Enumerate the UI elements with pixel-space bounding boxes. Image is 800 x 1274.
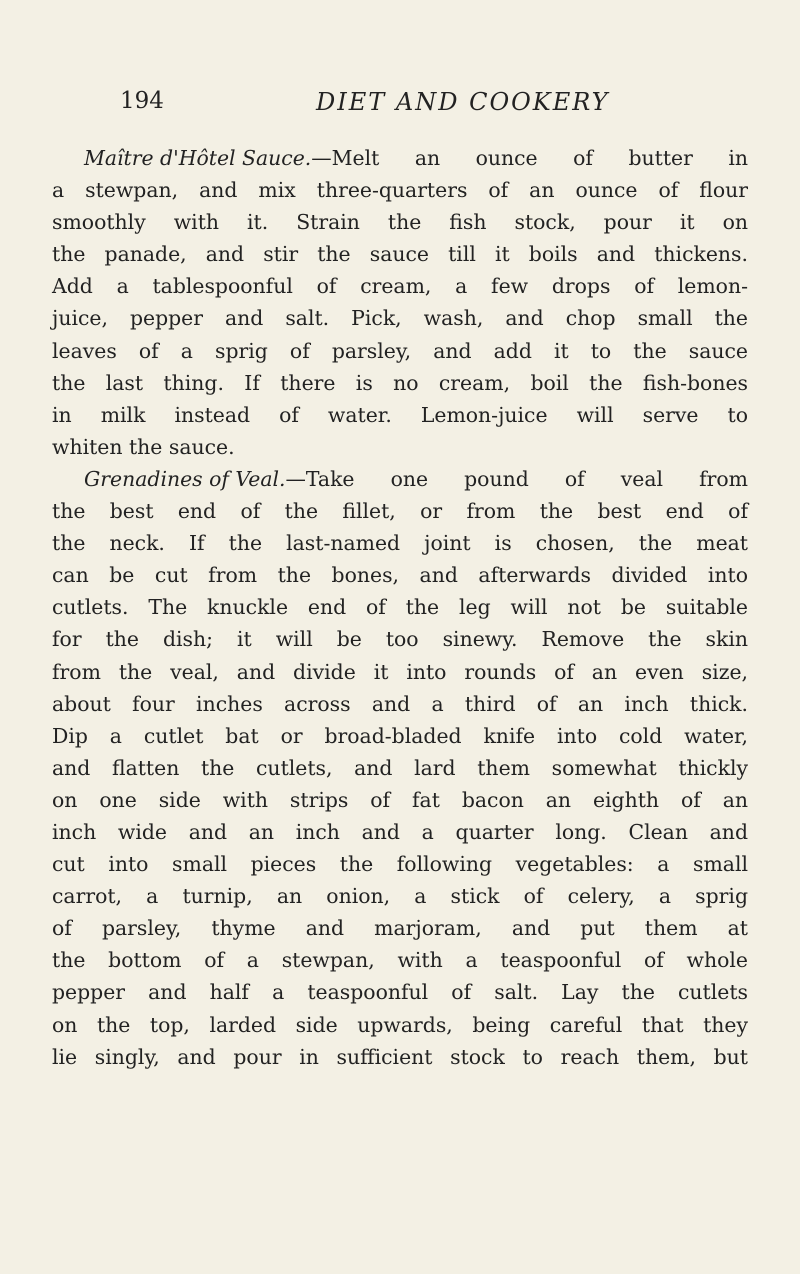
text-line-content: leaves of a sprig of parsley, and add it to the sauce — [52, 338, 748, 363]
text-line-content: cutlets. The knuckle end of the leg will not be suitable — [52, 595, 748, 620]
text-line — [52, 527, 748, 559]
text-line — [52, 752, 748, 784]
text-line-content: Add a tablespoonful of cream, a few drops of lemon- — [52, 274, 748, 299]
text-line-content: the neck. If the last-named joint is chosen, the meat — [52, 531, 748, 556]
text-line-content: juice, pepper and salt. Pick, wash, and chop small the — [52, 306, 748, 331]
text-line-content: about four inches across and a third of an inch thick. — [52, 691, 748, 716]
text-line — [52, 174, 748, 206]
text-line — [52, 720, 748, 752]
text-line — [52, 367, 748, 399]
text-line — [52, 656, 748, 688]
text-line-content: a stewpan, and mix three-quarters of an ounce of flour — [52, 178, 748, 203]
text-line — [52, 880, 748, 912]
text-line-content: of parsley, thyme and marjoram, and put them at — [52, 916, 748, 941]
text-line — [52, 431, 748, 463]
text-line — [52, 206, 748, 238]
text-line — [52, 688, 748, 720]
text-line — [52, 270, 748, 302]
text-line-content: cut into small pieces the following vegetables: a small — [52, 852, 748, 877]
text-line — [52, 142, 748, 174]
text-line-content: lie singly, and pour in sufficient stock to reach them, but — [52, 1044, 748, 1069]
text-line — [52, 559, 748, 591]
text-line — [52, 495, 748, 527]
text-line — [52, 463, 748, 495]
text-line — [52, 302, 748, 334]
running-title: DIET AND COOKERY — [316, 88, 610, 116]
text-line — [52, 1009, 748, 1041]
text-line-content: pepper and half a teaspoonful of salt. Lay the cutlets — [52, 980, 748, 1005]
text-line-content: for the dish; it will be too sinewy. Remove the skin — [52, 627, 748, 652]
text-line — [52, 238, 748, 270]
text-line-content: the panade, and stir the sauce till it boils and thickens. — [52, 242, 748, 267]
text-line — [52, 976, 748, 1008]
text-line — [52, 912, 748, 944]
text-line-content: on the top, larded side upwards, being careful that they — [52, 1012, 748, 1037]
text-line — [52, 784, 748, 816]
page-number: 194 — [120, 88, 164, 114]
text-line-content: inch wide and an inch and a quarter long. Clean and — [52, 819, 748, 844]
text-line — [52, 591, 748, 623]
text-line-content: on one side with strips of fat bacon an eighth of an — [52, 787, 748, 812]
body-text — [52, 142, 748, 1073]
text-line-content: carrot, a turnip, an onion, a stick of celery, a sprig — [52, 884, 748, 909]
section-heading-maitre-dhotel: Maître d'Hôtel Sauce. — [84, 146, 312, 170]
text-line — [52, 944, 748, 976]
text-line — [52, 1041, 748, 1073]
text-line-content: and flatten the cutlets, and lard them somewhat thickly — [52, 755, 748, 780]
text-line-content: in milk instead of water. Lemon-juice will serve to — [52, 402, 748, 427]
text-line-content: Dip a cutlet bat or broad-bladed knife into cold water, — [52, 723, 748, 748]
text-line-content: whiten the sauce. — [52, 434, 235, 459]
page-header — [120, 88, 720, 128]
text-line-content: from the veal, and divide it into rounds of an even size, — [52, 659, 748, 684]
text-line-content: can be cut from the bones, and afterwards divided into — [52, 563, 748, 588]
text-line: —Take one pound of veal from — [285, 466, 748, 491]
text-line-content: the last thing. If there is no cream, boil the fish-bones — [52, 370, 748, 395]
text-line — [52, 335, 748, 367]
text-line-content: the best end of the fillet, or from the best end of — [52, 499, 748, 524]
section-heading-grenadines: Grenadines of Veal. — [84, 466, 286, 491]
text-line — [52, 848, 748, 880]
text-line — [52, 623, 748, 655]
text-line — [52, 399, 748, 431]
text-line — [52, 816, 748, 848]
text-line: —Melt an ounce of butter in — [311, 146, 748, 170]
text-line-content: smoothly with it. Strain the fish stock, pour it on — [52, 210, 748, 235]
text-line-content: the bottom of a stewpan, with a teaspoonful of whole — [52, 948, 748, 973]
